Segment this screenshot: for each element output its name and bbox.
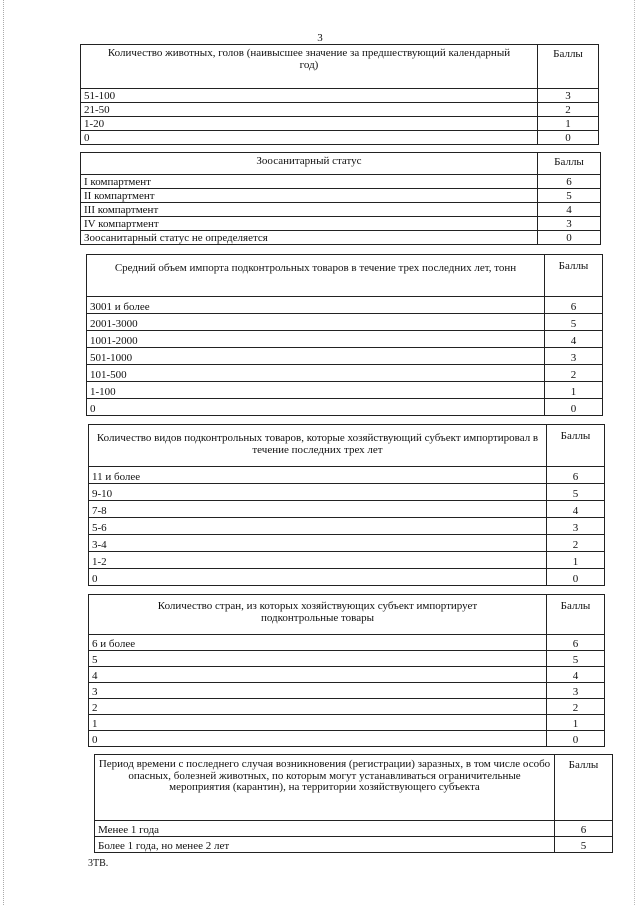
table-row-score: 6 [547, 467, 605, 484]
table-row-label: 21-50 [81, 103, 538, 117]
table-row-score: 0 [547, 569, 605, 586]
table-row-score: 3 [547, 518, 605, 535]
table-row-score: 5 [547, 651, 605, 667]
table-row-score: 1 [545, 382, 603, 399]
table-row-label: 101-500 [87, 365, 545, 382]
table-row-score: 0 [538, 231, 601, 245]
footer-note: 3ТВ. [88, 858, 109, 869]
table-row-label: 0 [89, 731, 547, 747]
table-row-score: 3 [545, 348, 603, 365]
table-row-label: 3-4 [89, 535, 547, 552]
table-row-score: 5 [545, 314, 603, 331]
table-row-label: Менее 1 года [95, 821, 555, 837]
table-row-label: Зоосанитарный статус не определяется [81, 231, 538, 245]
table-row-label: 1 [89, 715, 547, 731]
table-row-score: 5 [547, 484, 605, 501]
table-row-score: 6 [555, 821, 613, 837]
table-row-score: 4 [547, 501, 605, 518]
table-row-score: 3 [547, 683, 605, 699]
score-header: Баллы [555, 755, 613, 821]
table-row-label: Более 1 года, но менее 2 лет [95, 837, 555, 853]
table-row-label: 4 [89, 667, 547, 683]
table-row-label: 0 [89, 569, 547, 586]
score-header: Баллы [538, 153, 601, 175]
score-header: Баллы [547, 425, 605, 467]
score-header: Баллы [538, 45, 599, 89]
table-row-label: 1-2 [89, 552, 547, 569]
table-row-label: 51-100 [81, 89, 538, 103]
table-row-label: 9-10 [89, 484, 547, 501]
table-row-score: 4 [538, 203, 601, 217]
table-row-score: 2 [538, 103, 599, 117]
table-row-label: I компартмент [81, 175, 538, 189]
animals-count-table [80, 44, 599, 145]
table-row-score: 4 [545, 331, 603, 348]
disease-period-table [94, 754, 613, 853]
table-row-score: 3 [538, 89, 599, 103]
import-volume-table [86, 254, 603, 416]
table-row-score: 2 [547, 535, 605, 552]
table-row-score: 1 [538, 117, 599, 131]
table-row-label: IV компартмент [81, 217, 538, 231]
scan-edge-left [3, 0, 5, 905]
table-row-label: 3001 и более [87, 297, 545, 314]
countries-count-table [88, 594, 605, 747]
table-row-label: 1001-2000 [87, 331, 545, 348]
table-row-label: 1-100 [87, 382, 545, 399]
table-row-label: III компартмент [81, 203, 538, 217]
table-row-score: 2 [545, 365, 603, 382]
table-row-label: 6 и более [89, 635, 547, 651]
table-row-score: 6 [538, 175, 601, 189]
scan-edge-right [634, 0, 636, 905]
table-row-score: 5 [538, 189, 601, 203]
table-row-label: 3 [89, 683, 547, 699]
table-row-score: 0 [545, 399, 603, 416]
zoosanitary-status-table [80, 152, 601, 245]
table-row-score: 2 [547, 699, 605, 715]
table-row-score: 1 [547, 552, 605, 569]
table-row-label: 501-1000 [87, 348, 545, 365]
table-row-score: 1 [547, 715, 605, 731]
table-row-score: 3 [538, 217, 601, 231]
table-row-label: 5 [89, 651, 547, 667]
table-header: Количество животных, голов (наивысшее значение за предшествующий календарный год) [81, 45, 538, 89]
product-types-table [88, 424, 605, 586]
table-row-label: 0 [81, 131, 538, 145]
table-header: Количество стран, из которых хозяйствующих субъект импортирует подконтрольные товары [89, 595, 547, 635]
table-row-score: 5 [555, 837, 613, 853]
table-header: Средний объем импорта подконтрольных товаров в течение трех последних лет, тонн [87, 255, 545, 297]
table-row-score: 0 [547, 731, 605, 747]
table-row-score: 4 [547, 667, 605, 683]
table-row-label: 7-8 [89, 501, 547, 518]
table-row-score: 0 [538, 131, 599, 145]
score-header: Баллы [545, 255, 603, 297]
table-row-score: 6 [547, 635, 605, 651]
table-row-label: 0 [87, 399, 545, 416]
table-row-label: 2001-3000 [87, 314, 545, 331]
page-number: 3 [317, 32, 323, 44]
table-header: Период времени с последнего случая возникновения (регистрации) заразных, в том числе особо опасных, болезней животных, по которым могут устанавливаться ограничительные мероприятия (карантин), на территории хозяйствующего субъекта [95, 755, 555, 821]
table-row-label: 2 [89, 699, 547, 715]
table-header: Зоосанитарный статус [81, 153, 538, 175]
score-header: Баллы [547, 595, 605, 635]
table-row-label: 11 и более [89, 467, 547, 484]
table-header: Количество видов подконтрольных товаров, которые хозяйствующий субъект импортировал в течение последних трех лет [89, 425, 547, 467]
table-row-label: II компартмент [81, 189, 538, 203]
table-row-label: 1-20 [81, 117, 538, 131]
table-row-label: 5-6 [89, 518, 547, 535]
table-row-score: 6 [545, 297, 603, 314]
